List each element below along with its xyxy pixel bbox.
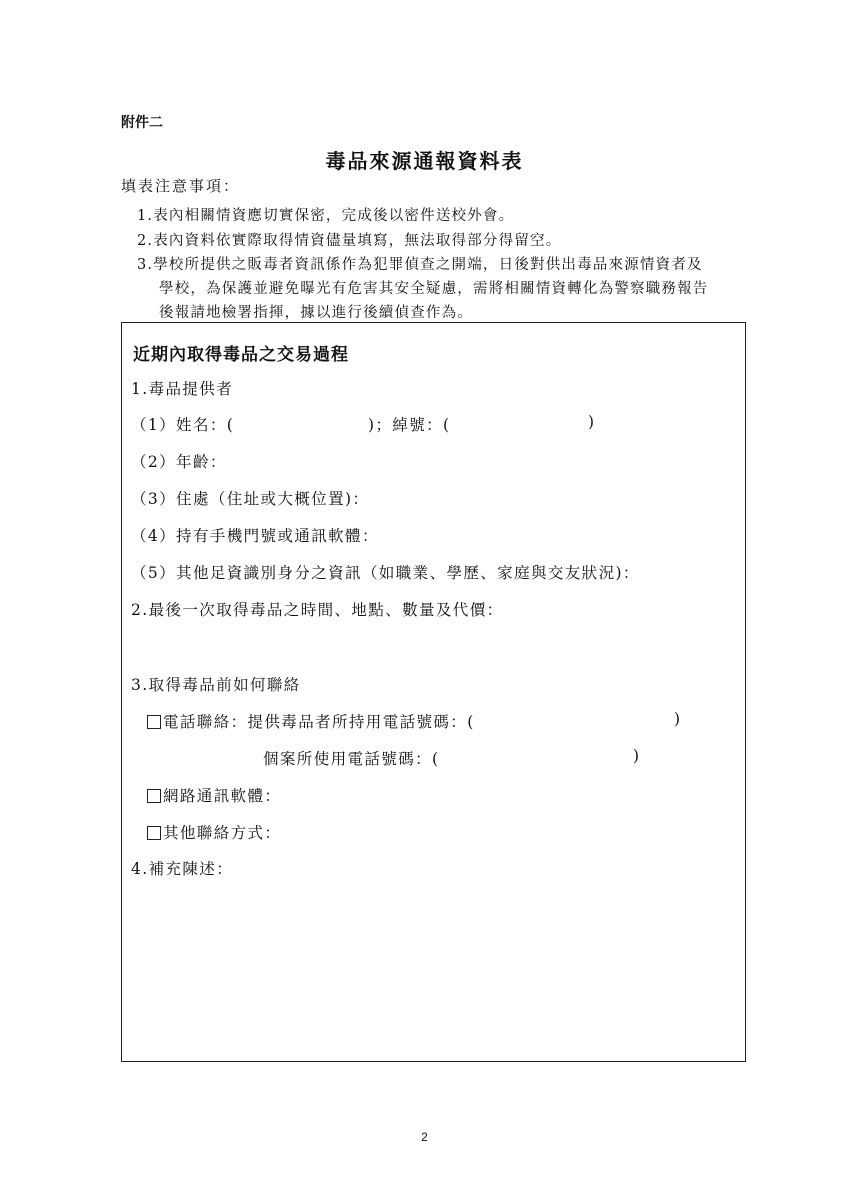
annex-label: 附件二: [121, 115, 163, 131]
phone-contact-checkbox[interactable]: [147, 715, 161, 729]
q3-other-label: 其他聯絡方式：: [163, 824, 282, 842]
q1-nickname-label: )；綽號：(: [368, 416, 451, 434]
q2-title: 2.最後一次取得毒品之時間、地點、數量及代價：: [131, 601, 504, 619]
q3-internet-label: 網路通訊軟體：: [163, 787, 282, 805]
q1-name-prefix: （1）姓名：(: [131, 416, 235, 434]
q1-title: 1.毒品提供者: [131, 380, 234, 398]
note-1: 1.表內相關情資應切實保密，完成後以密件送校外會。: [137, 208, 515, 224]
note-3: 3.學校所提供之販毒者資訊係作為犯罪偵查之開端，日後對供出毒品來源情資者及: [137, 257, 703, 273]
note-3-cont-1: 學校，為保護並避免曝光有危害其安全疑慮，需將相關情資轉化為警察職務報告: [159, 281, 709, 297]
notes-heading: 填表注意事項：: [121, 177, 241, 195]
note-3-cont-2: 後報請地檢署指揮，據以進行後續偵查作為。: [159, 305, 473, 321]
page-number: 2: [421, 1130, 428, 1144]
section-title: 近期內取得毒品之交易過程: [133, 345, 349, 365]
q3-case-phone-label: 個案所使用電話號碼：(: [263, 750, 440, 768]
q3-internet-row: [147, 784, 281, 806]
note-2: 2.表內資料依實際取得情資儘量填寫，無法取得部分得留空。: [137, 233, 562, 249]
page-title: 毒品來源通報資料表: [325, 149, 524, 173]
other-contact-checkbox[interactable]: [147, 826, 161, 840]
internet-messaging-checkbox[interactable]: [147, 789, 161, 803]
case-phone-field[interactable]: [456, 745, 631, 765]
q1-phone: （4）持有手機門號或通訊軟體：: [131, 527, 379, 545]
q3-phone-label: 電話聯絡：提供毒品者所持用電話號碼：(: [163, 713, 475, 731]
q3-other-row: [147, 821, 281, 843]
q3-phone-row: [147, 710, 475, 732]
q4-title: 4.補充陳述：: [131, 860, 234, 878]
q1-nickname-field[interactable]: [455, 411, 585, 431]
q1-nickname-close: ): [588, 413, 596, 431]
q1-age: （2）年齡：: [131, 453, 227, 471]
q3-phone-close: ): [674, 710, 682, 728]
q1-other-info: （5）其他足資識別身分之資訊（如職業、學歷、家庭與交友狀況)：: [131, 564, 640, 582]
q3-title: 3.取得毒品前如何聯絡: [131, 676, 301, 694]
q1-name-field[interactable]: [237, 411, 365, 431]
q1-residence: （3）住處（住址或大概位置)：: [131, 490, 370, 508]
q3-case-phone-close: ): [633, 747, 641, 765]
supplier-phone-field[interactable]: [512, 708, 672, 728]
